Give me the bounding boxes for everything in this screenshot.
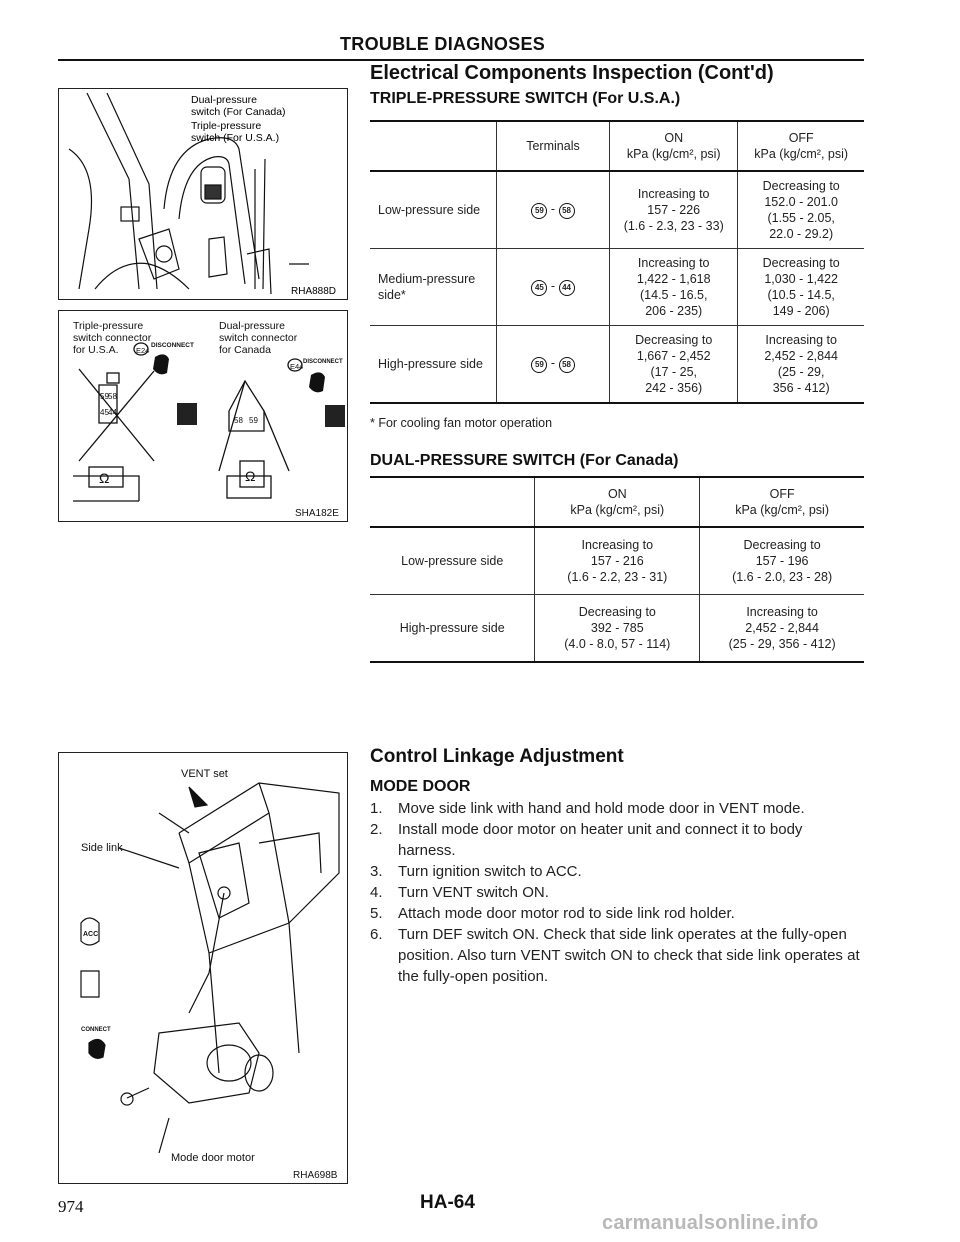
row-label: Low-pressure side: [370, 527, 535, 595]
table-row: [370, 326, 864, 404]
connector-illustration: [59, 311, 347, 521]
col-off: OFF kPa (kg/cm², psi): [738, 121, 864, 171]
linkage-title: Control Linkage Adjustment: [370, 746, 624, 767]
on-cell: Increasing to 157 - 226 (1.6 - 2.3, 23 - 33): [610, 171, 738, 249]
fig2-right-label-2: switch connector: [219, 332, 298, 344]
header-rule: [58, 59, 864, 61]
fig3-mode-motor: Mode door motor: [171, 1152, 255, 1164]
row-label: Low-pressure side: [370, 171, 496, 249]
off-cell: Decreasing to 152.0 - 201.0 (1.55 - 2.05, 22.0 - 29.2): [738, 171, 864, 249]
fig2-id: SHA182E: [295, 508, 339, 519]
switch-location-illustration: [59, 89, 347, 299]
table-row: [370, 527, 864, 595]
page-header-title: TROUBLE DIAGNOSES: [340, 34, 546, 54]
fig1-label-3: Triple-pressure: [191, 120, 262, 132]
fig2-pin-44: 44: [108, 408, 117, 417]
fig2-left-label-1: Triple-pressure: [73, 320, 144, 332]
table-row: [370, 249, 864, 326]
fig2-pin-59: 59: [100, 392, 109, 401]
fig2-left-conn: E24: [136, 346, 150, 355]
on-cell: Decreasing to 1,667 - 2,452 (17 - 25, 242 - 356): [610, 326, 738, 404]
linkage-steps: [370, 798, 864, 987]
fig2-ohm-right: Ω: [245, 468, 256, 484]
fig3-id: RHA698B: [293, 1170, 338, 1181]
table-row: [370, 595, 864, 663]
fig2-pin-45: 45: [100, 408, 109, 417]
fig2-disconnect-left: DISCONNECT: [151, 342, 194, 349]
list-item: 6. Turn DEF switch ON. Check that side link operates at the fully-open position. Also turn VENT switch ON to check that side link operates at the fully-open position.: [370, 926, 860, 985]
fig2-right-conn: E44: [290, 362, 304, 371]
off-cell: Decreasing to 157 - 196 (1.6 - 2.0, 23 - 28): [700, 527, 864, 595]
triple-switch-title: TRIPLE-PRESSURE SWITCH (For U.S.A.): [370, 90, 681, 107]
col-on: ON kPa (kg/cm², psi): [610, 121, 738, 171]
off-cell: Increasing to 2,452 - 2,844 (25 - 29, 356 - 412): [700, 595, 864, 663]
fig2-pin-r58: 58: [234, 416, 243, 425]
fig2-left-label-3: for U.S.A.: [73, 344, 119, 356]
col-terminals: Terminals: [496, 121, 609, 171]
dual-switch-title: DUAL-PRESSURE SWITCH (For Canada): [370, 452, 679, 469]
off-cell: Decreasing to 1,030 - 1,422 (10.5 - 14.5, 149 - 206): [738, 249, 864, 326]
list-item: 5. Attach mode door motor rod to side link rod holder.: [370, 905, 735, 922]
off-cell: Increasing to 2,452 - 2,844 (25 - 29, 356 - 412): [738, 326, 864, 404]
fig3-vent-set: VENT set: [181, 768, 228, 780]
list-item: 4. Turn VENT switch ON.: [370, 884, 549, 901]
fig3-acc: ACC: [83, 931, 99, 938]
watermark: carmanualsonline.info: [602, 1212, 819, 1234]
section-title: Electrical Components Inspection (Cont'd): [370, 62, 774, 84]
fig2-ohm-left: Ω: [99, 470, 110, 486]
fig2-left-label-2: switch connector: [73, 332, 152, 344]
fig2-right-label-1: Dual-pressure: [219, 320, 285, 332]
row-label: High-pressure side: [370, 595, 535, 663]
on-cell: Increasing to 1,422 - 1,618 (14.5 - 16.5, 206 - 235): [610, 249, 738, 326]
terminal-cell: 59 - 58: [496, 326, 609, 404]
list-item: 3. Turn ignition switch to ACC.: [370, 863, 582, 880]
on-cell: Decreasing to 392 - 785 (4.0 - 8.0, 57 - 114): [535, 595, 700, 663]
terminal-cell: 45 - 44: [496, 249, 609, 326]
fig2-pin-r59: 59: [249, 416, 258, 425]
figure-mode-door: [58, 752, 348, 1184]
list-item: 1. Move side link with hand and hold mode door in VENT mode.: [370, 800, 805, 817]
mode-door-illustration: [59, 753, 347, 1183]
row-label: Medium-pressure side*: [370, 249, 496, 326]
fig2-disconnect-right: DISCONNECT: [303, 359, 343, 365]
table-footnote: * For cooling fan motor operation: [370, 416, 553, 430]
col-on: ON kPa (kg/cm², psi): [535, 477, 700, 527]
fig2-pin-58: 58: [108, 392, 117, 401]
fig1-label-4: switch (For U.S.A.): [191, 132, 280, 144]
fig1-id: RHA888D: [291, 286, 337, 297]
page-number: 974: [58, 1197, 84, 1216]
table-header-row: [370, 477, 864, 527]
row-label: High-pressure side: [370, 326, 496, 404]
fig1-label-2: switch (For Canada): [191, 106, 286, 118]
fig1-label-1: Dual-pressure: [191, 94, 257, 106]
mode-door-title: MODE DOOR: [370, 778, 471, 795]
table-header-row: [370, 121, 864, 171]
figure-switch-location: [58, 88, 348, 300]
fig2-right-label-3: for Canada: [219, 344, 271, 356]
on-cell: Increasing to 157 - 216 (1.6 - 2.2, 23 - 31): [535, 527, 700, 595]
section-page-code: HA-64: [420, 1192, 475, 1213]
fig3-side-link: Side link: [81, 842, 123, 854]
dual-pressure-table: [370, 476, 864, 663]
table-row: [370, 171, 864, 249]
figure-connectors: [58, 310, 348, 522]
col-off: OFF kPa (kg/cm², psi): [700, 477, 864, 527]
terminal-cell: 59 - 58: [496, 171, 609, 249]
triple-pressure-table: [370, 120, 864, 404]
list-item: 2. Install mode door motor on heater unit and connect it to body harness.: [370, 821, 803, 859]
fig3-connect: CONNECT: [81, 1027, 111, 1033]
